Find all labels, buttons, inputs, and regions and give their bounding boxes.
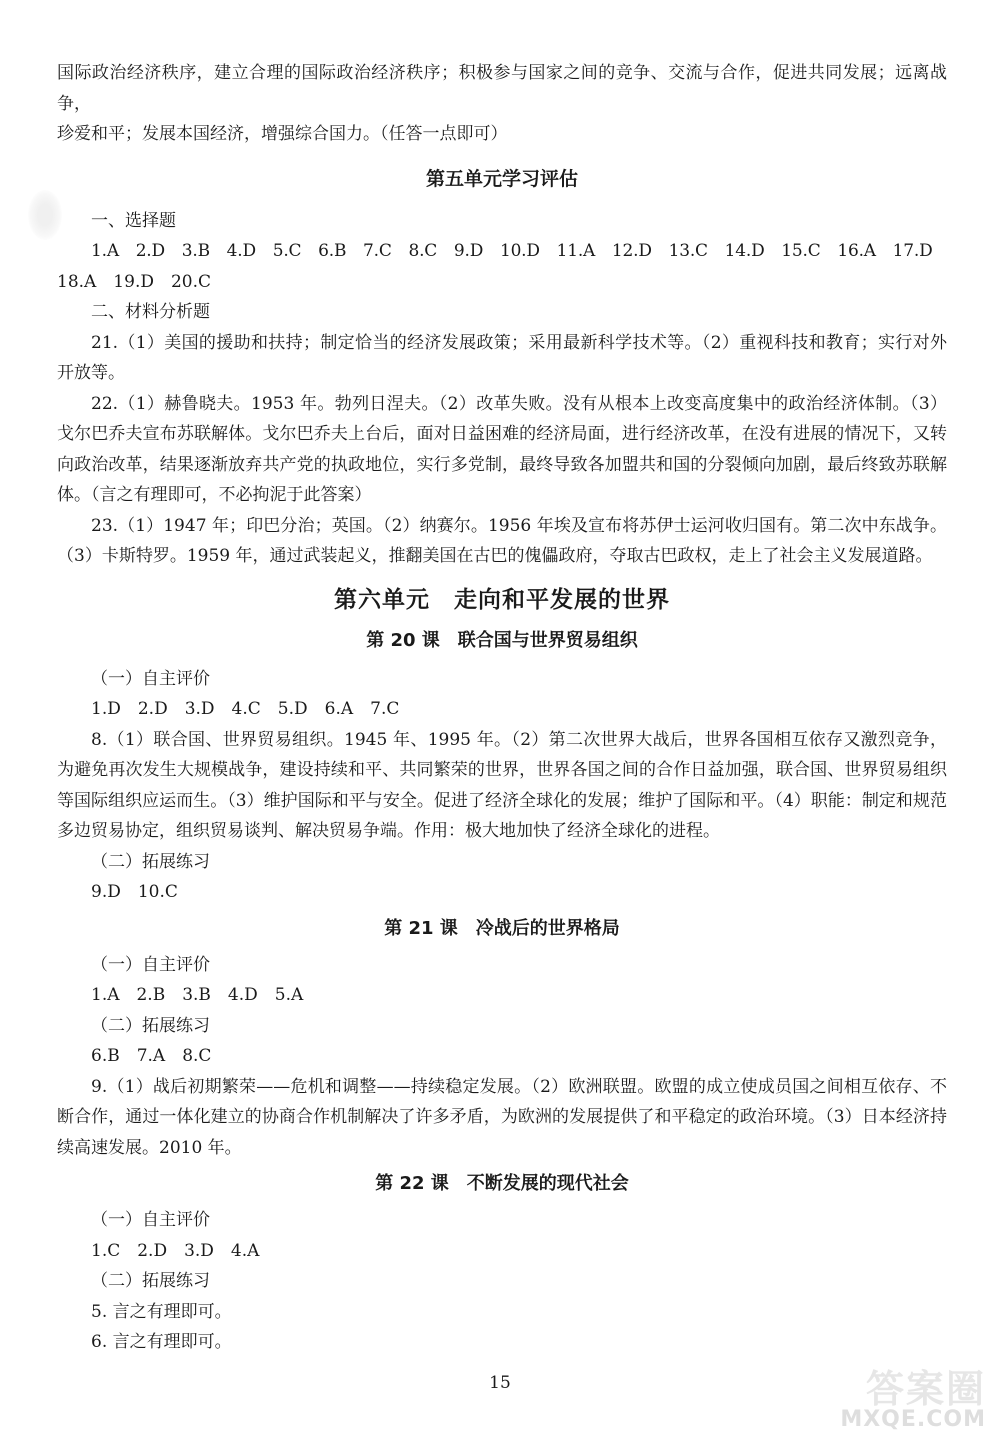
- unit5-section-choice: 一、选择题: [91, 210, 176, 231]
- lesson20-part2-answers: 9.D 10.C: [91, 882, 178, 902]
- lesson21-part1-answers: 1.A 2.B 3.B 4.D 5.A: [91, 985, 304, 1005]
- unit5-q22: 22.（1）赫鲁晓夫。1953 年。勃列日涅夫。（2）改革失败。没有从根本上改变高度集中的政治经济体制。（3）戈尔巴乔夫宣布苏联解体。戈尔巴乔夫上台后，面对日益困难的经济局面，进行经济改革，在没有进展的情况下，又转向政治改革，结果逐渐放弃共产党的执政地位，实行多党制，最终导致各加盟共和国的分裂倾向加剧，最后终致苏联解体。（言之有理即可，不必拘泥于此答案）: [57, 393, 947, 505]
- lesson20-part2-heading: （二）拓展练习: [91, 851, 210, 872]
- lesson20-title: 第 20 课 联合国与世界贸易组织: [366, 629, 638, 651]
- lesson21-part2-answers: 6.B 7.A 8.C: [91, 1046, 212, 1066]
- watermark-logo-text: 答案圈: [865, 1367, 986, 1411]
- page-number: 15: [489, 1373, 511, 1393]
- lesson21-q9: 9.（1）战后初期繁荣——危机和调整——持续稳定发展。（2）欧洲联盟。欧盟的成立使成员国之间相互依存、不断合作，通过一体化建立的协商合作机制解决了许多矛盾，为欧洲的发展提供了和平稳定的政治环境。（3）日本经济持续高速发展。2010 年。: [57, 1076, 947, 1158]
- lesson20-part1-heading: （一）自主评价: [91, 668, 210, 689]
- lesson21-part1-heading: （一）自主评价: [91, 954, 210, 975]
- lesson21-part2-heading: （二）拓展练习: [91, 1015, 210, 1036]
- lesson22-part2-heading: （二）拓展练习: [91, 1271, 210, 1291]
- intro-line-2: 珍爱和平；发展本国经济，增强综合国力。（任答一点即可）: [57, 124, 508, 144]
- intro-line-1: 国际政治经济秩序，建立合理的国际政治经济秩序；积极参与国家之间的竞争、交流与合作，促进共同发展；远离战争，: [57, 63, 947, 114]
- lesson21-title: 第 21 课 冷战后的世界格局: [384, 917, 620, 939]
- watermark-domain: MXQE.COM: [840, 1407, 986, 1432]
- site-watermark: [796, 1367, 986, 1432]
- lesson22-part1-answers: 1.C 2.D 3.D 4.A: [91, 1240, 260, 1261]
- unit5-mc-answers-2: 18.A 19.D 20.C: [57, 271, 212, 292]
- lesson20-part1-answers: 1.D 2.D 3.D 4.C 5.D 6.A 7.C: [91, 699, 400, 719]
- answer-page: [57, 0, 947, 1358]
- lesson22-q5: 5. 言之有理即可。: [91, 1301, 232, 1322]
- unit5-q21: 21.（1）美国的援助和扶持；制定恰当的经济发展政策；采用最新科学技术等。（2）重视科技和教育；实行对外开放等。: [57, 332, 947, 383]
- lesson22-part1-heading: （一）自主评价: [91, 1210, 210, 1230]
- lesson20-q8: 8.（1）联合国、世界贸易组织。1945 年、1995 年。（2）第二次世界大战后，世界各国相互依存又激烈竞争，为避免再次发生大规模战争，建设持续和平、共同繁荣的世界，世界各国之间的合作日益加强，联合国、世界贸易组织等国际组织应运而生。（3）维护国际和平与安全。促进了经济全球化的发展；维护了国际和平。（4）职能：制定和规范多边贸易协定，组织贸易谈判、解决贸易争端。作用：极大地加快了经济全球化的进程。: [57, 729, 947, 841]
- unit5-q23: 23.（1）1947 年；印巴分治；英国。（2）纳赛尔。1956 年埃及宣布将苏伊士运河收归国有。第二次中东战争。（3）卡斯特罗。1959 年，通过武装起义，推翻美国在古巴的傀儡政府，夺取古巴政权，走上了社会主义发展道路。: [57, 515, 947, 566]
- unit5-mc-answers-1: 1.A 2.D 3.B 4.D 5.C 6.B 7.C 8.C 9.D 10.D 11.A 12.D 13.C 14.D 15.C 16.A 17.D: [91, 241, 933, 261]
- lesson22-q6: 6. 言之有理即可。: [91, 1332, 232, 1352]
- lesson22-title: 第 22 课 不断发展的现代社会: [375, 1173, 629, 1194]
- unit5-title: 第五单元学习评估: [425, 167, 578, 190]
- unit6-title: 第六单元 走向和平发展的世界: [334, 585, 670, 613]
- unit5-section-material: 二、材料分析题: [91, 302, 210, 322]
